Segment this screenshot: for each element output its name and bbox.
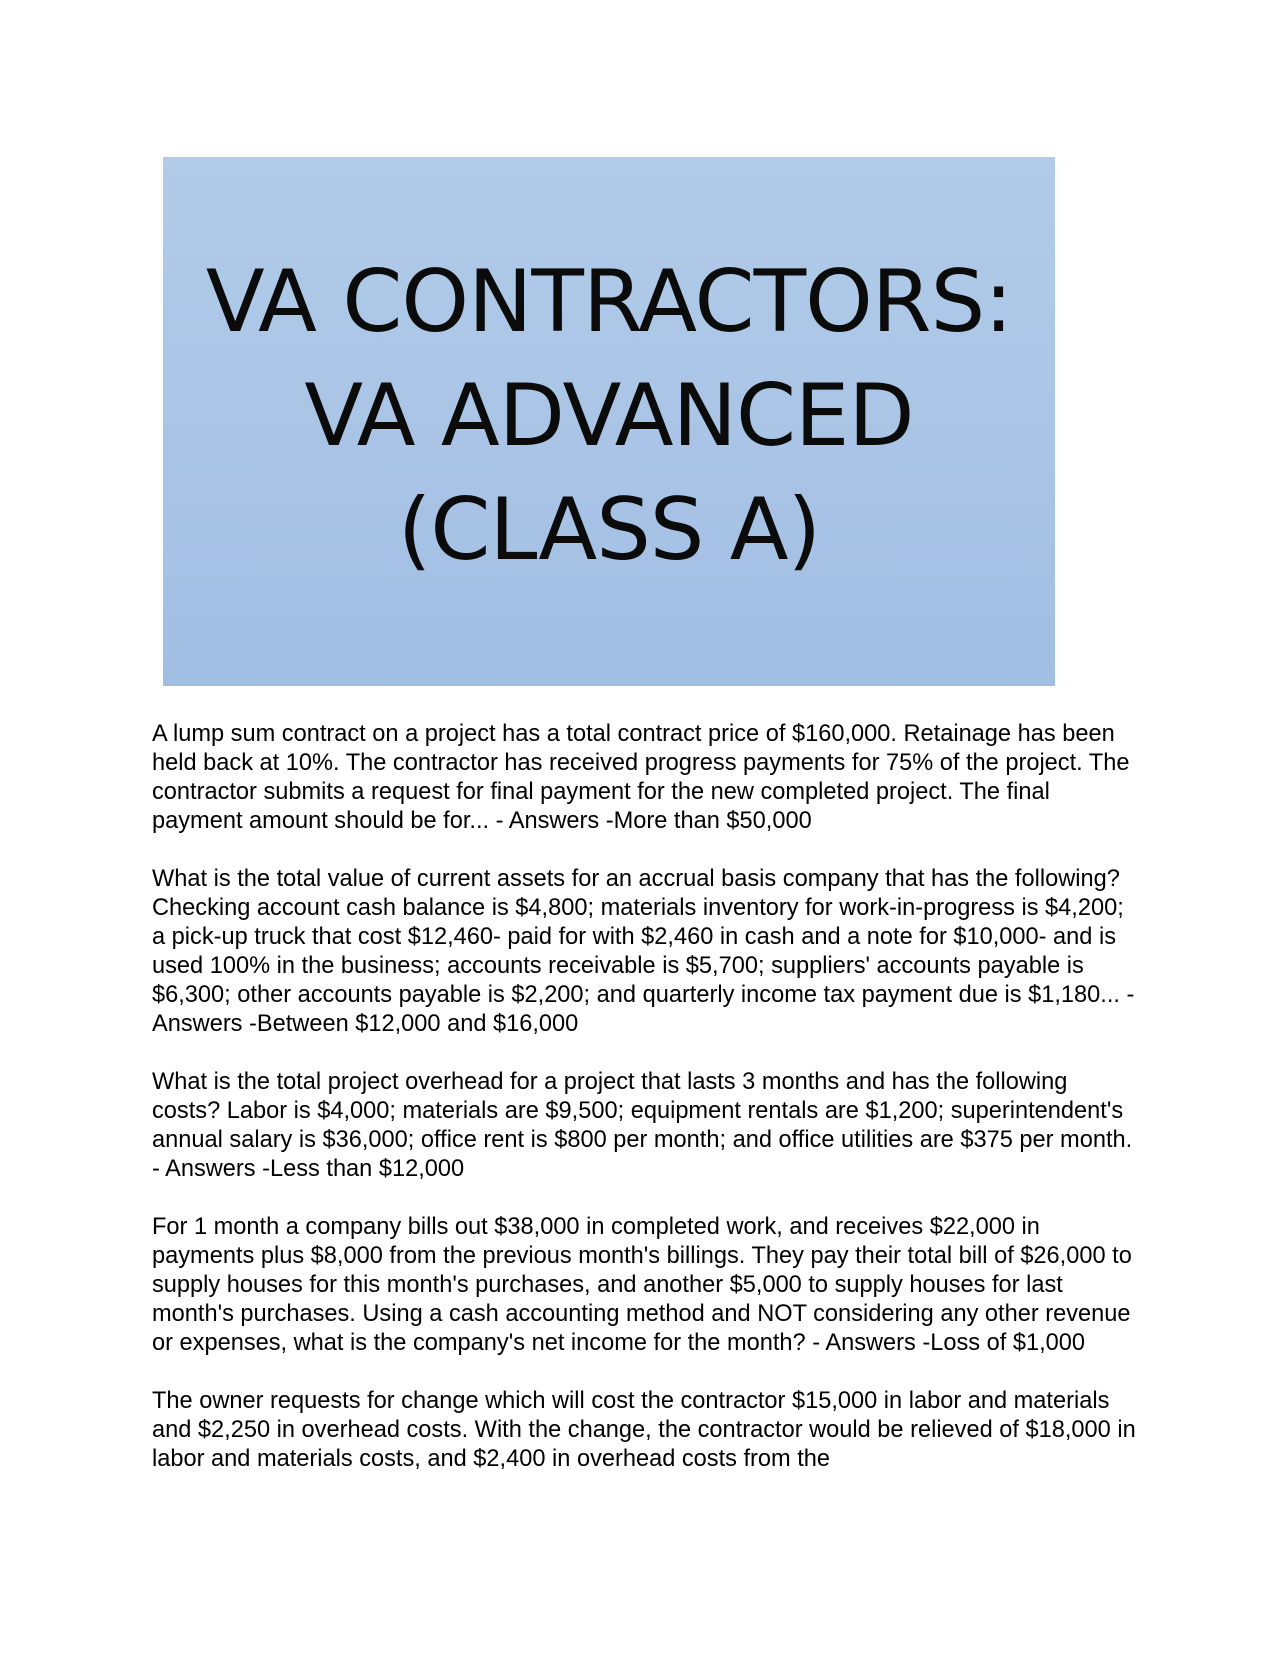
cover-title-line: (CLASS A) [397,479,821,580]
cover-title-line: VA CONTRACTORS: [205,251,1013,352]
question-answer-paragraph: What is the total value of current assets for an accrual basis company that has the following? Checking account cash balance is $4,800; materials inventory for work-in-progress is $4,200; a pick-up truck that cost $12,460- paid for with $2,460 in cash and a note for $10,000- and is used 100% in the business; accounts receivable is $5,700; suppliers' accounts payable is $6,300; other accounts payable is $2,200; and quarterly income tax payment due is $1,180... - Answers -Between $12,000 and $16,000 [152,866,1135,1037]
question-list [152,720,1137,1503]
question-answer-paragraph: A lump sum contract on a project has a total contract price of $160,000. Retainage has been held back at 10%. The contractor has received progress payments for 75% of the project. The contractor submits a request for final payment for the new completed project. The final payment amount should be for... - Answers -More than $50,000 [152,721,1130,834]
cover-title-box [163,157,1055,686]
cover-title [206,245,1012,587]
question-answer-paragraph: For 1 month a company bills out $38,000 in completed work, and receives $22,000 in payments plus $8,000 from the previous month's billings. They pay their total bill of $26,000 to supply houses for this month's purchases, and another $5,000 to supply houses for last month's purchases. Using a cash accounting method and NOT considering any other revenue or expenses, what is the company's net income for the month? - Answers -Loss of $1,000 [152,1214,1132,1356]
cover-title-line: VA ADVANCED [304,365,914,466]
question-answer-paragraph: The owner requests for change which will cost the contractor $15,000 in labor and materials and $2,250 in overhead costs. With the change, the contractor would be relieved of $18,000 in labor and materials costs, and $2,400 in overhead costs from the [152,1388,1136,1472]
question-answer-paragraph: What is the total project overhead for a project that lasts 3 months and has the following costs? Labor is $4,000; materials are $9,500; equipment rentals are $1,200; superintendent's annual salary is $36,000; office rent is $800 per month; and office utilities are $375 per month. - Answers -Less than $12,000 [152,1069,1133,1182]
